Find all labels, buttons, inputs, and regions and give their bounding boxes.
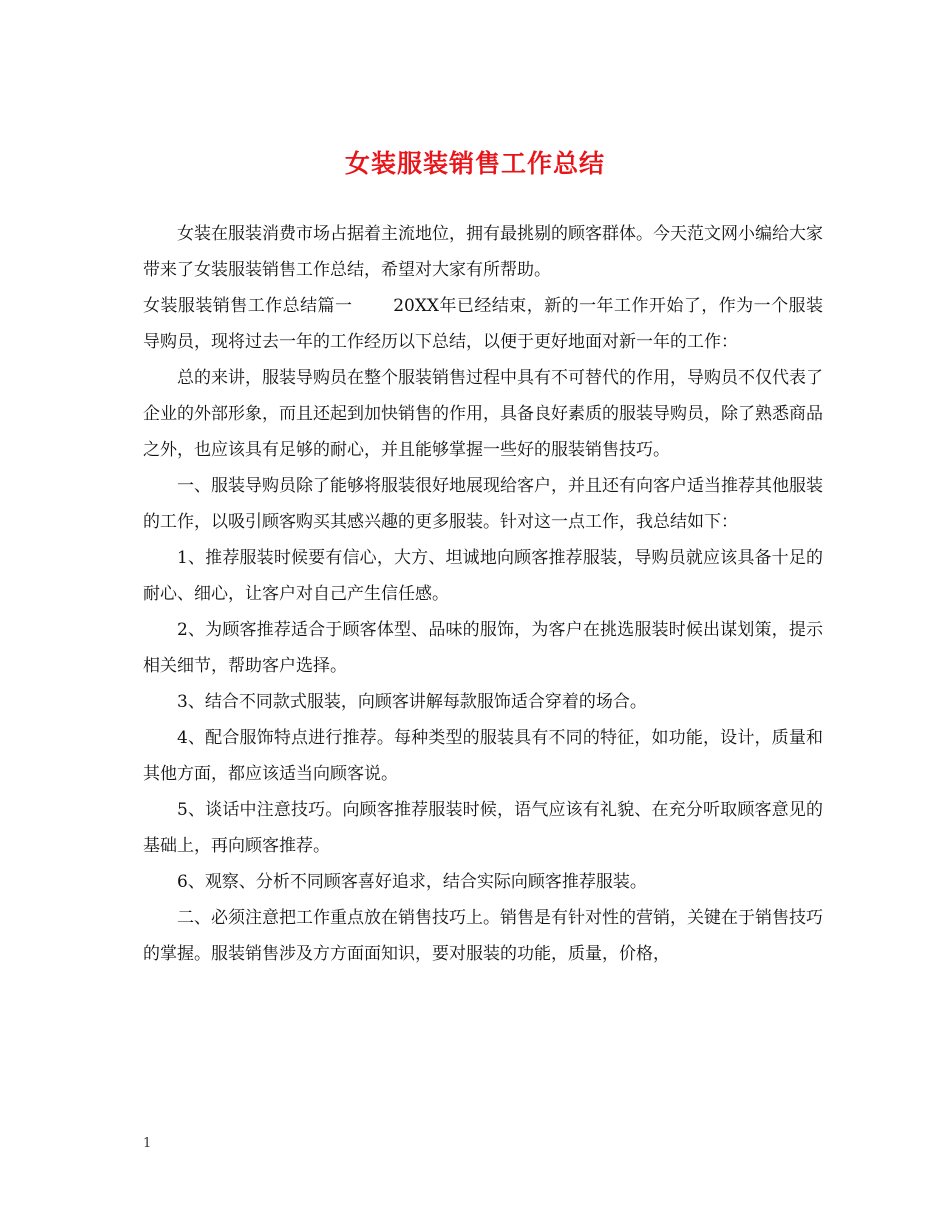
paragraph-point-two: 二、必须注意把工作重点放在销售技巧上。销售是有针对性的营销，关键在于销售技巧的掌握。服装销售涉及方方面面知识，要对服装的功能，质量，价格， xyxy=(143,908,823,964)
page-number: 1 xyxy=(143,1136,152,1151)
list-item-5: 5、谈话中注意技巧。向顾客推荐服装时候，语气应该有礼貌、在充分听取顾客意见的基础上，再向顾客推荐。 xyxy=(143,800,823,856)
list-item-4: 4、配合服饰特点进行推荐。每种类型的服装具有不同的特征，如功能，设计，质量和其他方面，都应该适当向顾客说。 xyxy=(143,728,823,784)
list-item-1: 1、推荐服装时候要有信心，大方、坦诚地向顾客推荐服装，导购员就应该具备十足的耐心、细心，让客户对自己产生信任感。 xyxy=(143,548,823,604)
paragraph-intro: 女装在服装消费市场占据着主流地位，拥有最挑剔的顾客群体。今天范文网小编给大家带来了女装服装销售工作总结，希望对大家有所帮助。 xyxy=(143,224,823,280)
paragraph-point-one: 一、服装导购员除了能够将服装很好地展现给客户，并且还有向客户适当推荐其他服装的工作，以吸引顾客购买其感兴趣的更多服装。针对这一点工作，我总结如下： xyxy=(143,476,823,532)
document-title: 女装服装销售工作总结 xyxy=(344,149,605,178)
list-item-2: 2、为顾客推荐适合于顾客体型、品味的服饰，为客户在挑选服装时候出谋划策，提示相关细节，帮助客户选择。 xyxy=(143,620,823,676)
list-item-3: 3、结合不同款式服装，向顾客讲解每款服饰适合穿着的场合。 xyxy=(177,692,647,712)
paragraph-section-one: 女装服装销售工作总结篇一 20XX年已经结束，新的一年工作开始了，作为一个服装导购员，现将过去一年的工作经历以下总结，以便于更好地面对新一年的工作： xyxy=(143,296,823,352)
paragraph-overview: 总的来讲，服装导购员在整个服装销售过程中具有不可替代的作用，导购员不仅代表了企业的外部形象，而且还起到加快销售的作用，具备良好素质的服装导购员，除了熟悉商品之外，也应该具有足够的耐心，并且能够掌握一些好的服装销售技巧。 xyxy=(143,368,823,460)
list-item-6: 6、观察、分析不同顾客喜好追求，结合实际向顾客推荐服装。 xyxy=(177,872,647,892)
document-body xyxy=(143,216,823,972)
